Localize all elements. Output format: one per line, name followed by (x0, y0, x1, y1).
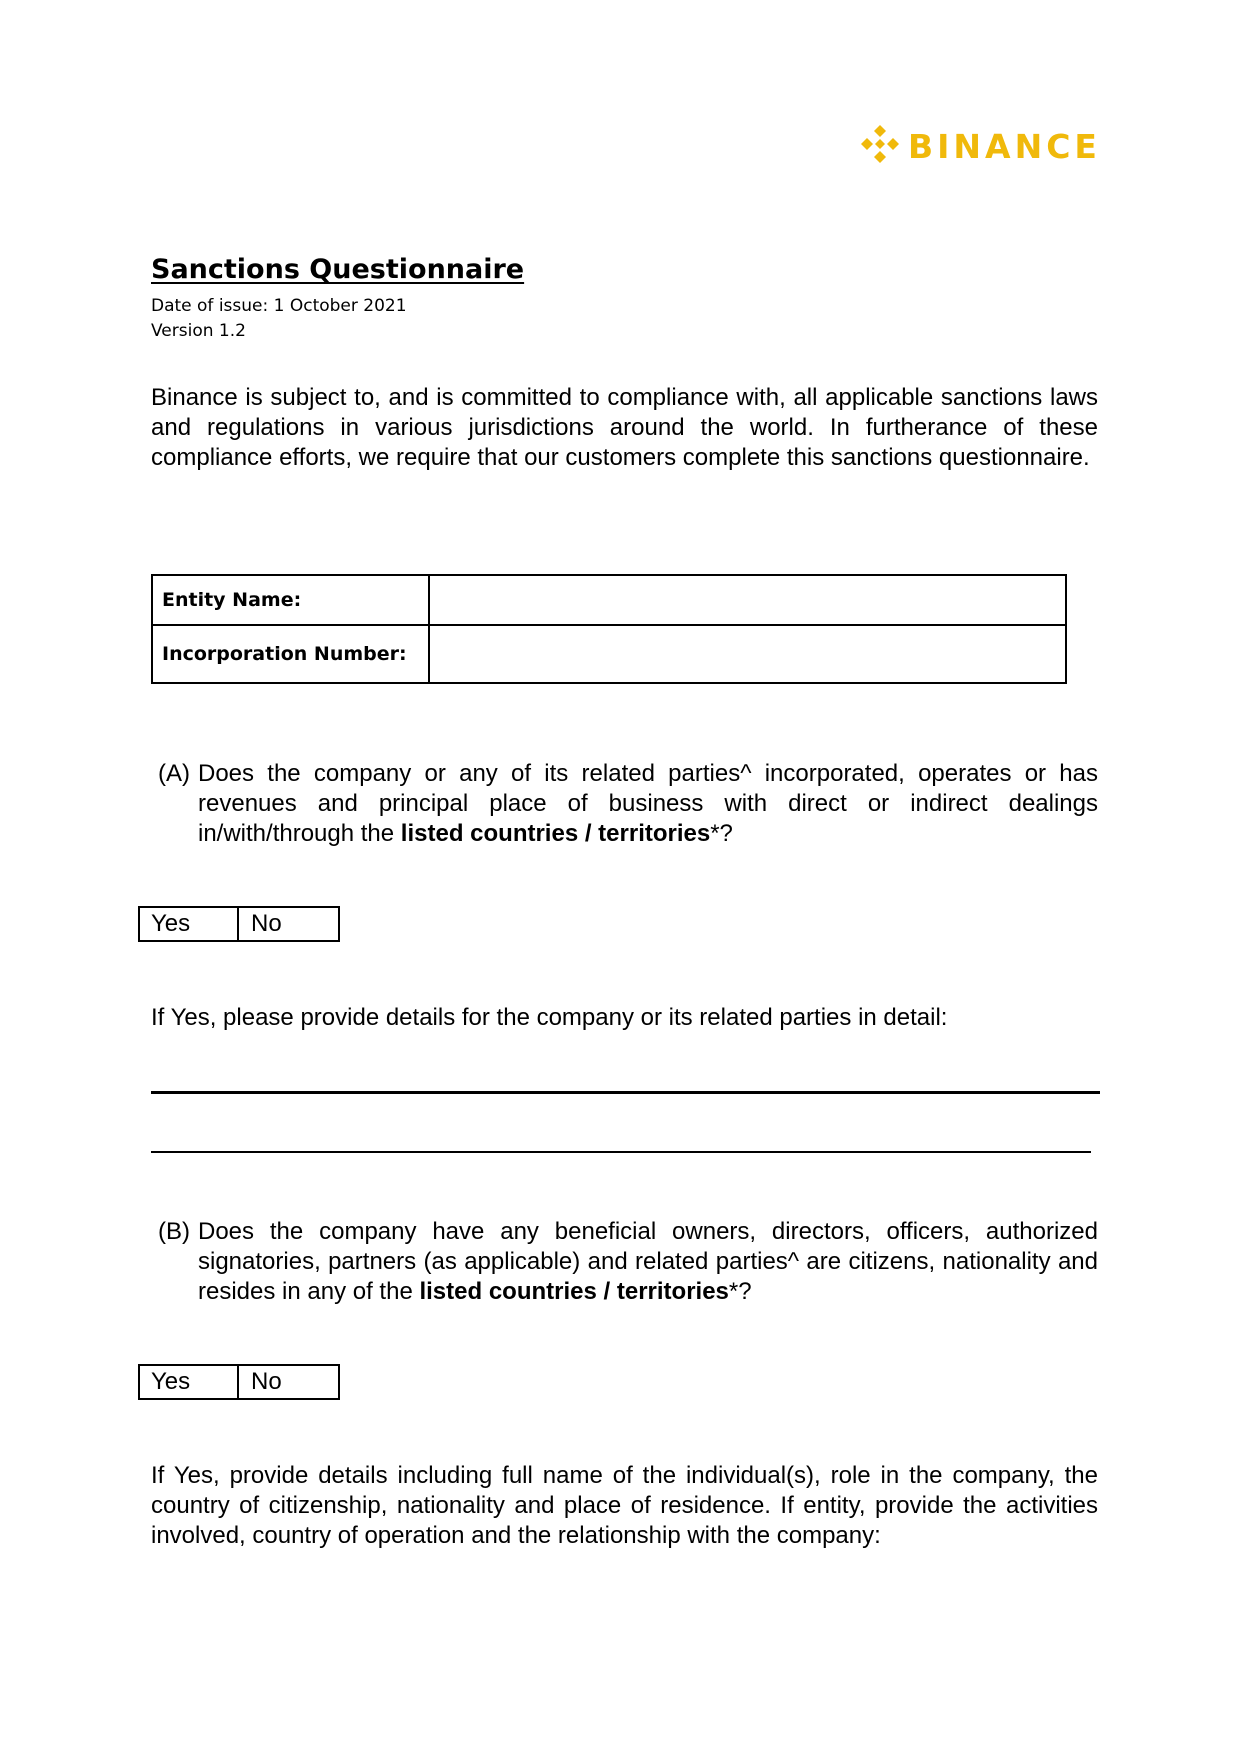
question-b-no-option[interactable]: No (251, 1368, 282, 1395)
answer-line[interactable] (151, 1091, 1100, 1094)
page-title: Sanctions Questionnaire (151, 254, 525, 285)
entity-name-field[interactable] (429, 575, 1066, 625)
question-b-text-after: *? (728, 1278, 752, 1305)
answer-line[interactable] (151, 1151, 1091, 1153)
intro-paragraph: Binance is subject to, and is committed to compliance with, all applicable sanctions laws and regulations in various jurisdictions around the world. In furtherance of these compliance efforts, we require that our customers complete this sanctions questionnaire. (151, 384, 1098, 471)
question-a-yes-option[interactable]: Yes (140, 908, 239, 940)
question-a-yes-no (138, 906, 340, 942)
question-b-yes-option[interactable]: Yes (140, 1366, 239, 1398)
incorporation-number-row (152, 625, 1066, 683)
binance-logo (858, 124, 1101, 168)
question-a-text-after: *? (710, 820, 733, 847)
question-a (158, 759, 1098, 849)
binance-diamond-icon (858, 122, 902, 171)
question-b-detail-prompt: If Yes, provide details including full name of the individual(s), role in the company, the country of citizenship, nationality and place of residence. If entity, provide the activities involved, country of operation and the relationship with the company: (151, 1462, 1098, 1549)
question-a-label: (A) (158, 760, 190, 787)
logo-text: BINANCE (908, 126, 1101, 166)
question-b-yes-no (138, 1364, 340, 1400)
question-b-bold: listed countries / territories (419, 1278, 729, 1305)
question-b-label: (B) (158, 1218, 190, 1245)
incorporation-number-field[interactable] (429, 625, 1066, 683)
question-b (158, 1217, 1098, 1307)
date-of-issue: Date of issue: 1 October 2021 (151, 296, 407, 316)
incorporation-number-label: Incorporation Number: (152, 625, 429, 683)
question-a-text (198, 759, 1098, 849)
question-a-text-before: Does the company or any of its related parties^ incorporated, operates or has revenues and principal place of business with direct or indirect dealings in/with/through the (198, 760, 1098, 847)
question-a-bold: listed countries / territories (400, 820, 711, 847)
question-b-text-before: Does the company have any beneficial owners, directors, officers, authorized signatories, partners (as applicable) and related parties^ are citizens, nationality and resides in any of the (198, 1218, 1098, 1305)
entity-name-label: Entity Name: (152, 575, 429, 625)
version: Version 1.2 (151, 321, 246, 341)
question-a-no-option[interactable]: No (251, 910, 282, 937)
entity-info-table (151, 574, 1067, 684)
entity-name-row (152, 575, 1066, 625)
question-a-detail-prompt: If Yes, please provide details for the company or its related parties in detail: (151, 1004, 948, 1031)
question-b-text (198, 1217, 1098, 1307)
